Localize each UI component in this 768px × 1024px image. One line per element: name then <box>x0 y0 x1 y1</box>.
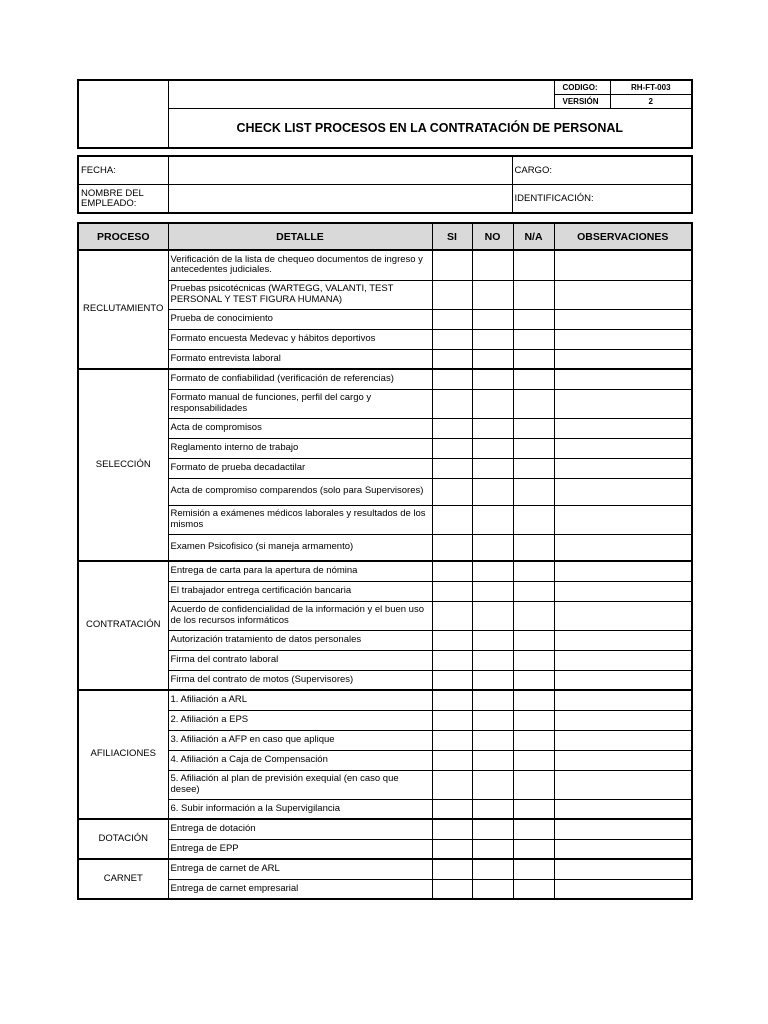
detalle-cell: El trabajador entrega certificación bancaria <box>168 581 432 601</box>
identificacion-label: IDENTIFICACIÓN: <box>514 192 594 204</box>
table-row <box>78 750 692 770</box>
detalle-cell: Entrega de carnet de ARL <box>168 859 432 879</box>
observaciones-cell[interactable] <box>554 690 692 710</box>
version-value: 2 <box>610 94 692 108</box>
detalle-cell: Entrega de dotación <box>168 819 432 839</box>
observaciones-cell[interactable] <box>554 650 692 670</box>
table-row <box>78 730 692 750</box>
proceso-cell: DOTACIÓN <box>78 819 168 859</box>
si-cell[interactable] <box>432 329 472 349</box>
si-cell[interactable] <box>432 670 472 690</box>
fecha-label: FECHA: <box>78 156 168 185</box>
detalle-cell: Acuerdo de confidencialidad de la información y el buen uso de los recursos informáticos <box>168 601 432 630</box>
detalle-cell: Remisión a exámenes médicos laborales y resultados de los mismos <box>168 505 432 534</box>
no-cell[interactable] <box>472 389 513 418</box>
table-row <box>78 458 692 478</box>
document-title: CHECK LIST PROCESOS EN LA CONTRATACIÓN DE PERSONAL <box>168 108 692 148</box>
no-cell[interactable] <box>472 250 513 280</box>
no-cell[interactable] <box>472 561 513 581</box>
observaciones-cell[interactable] <box>554 839 692 859</box>
detalle-cell: 3. Afiliación a AFP en caso que aplique <box>168 730 432 750</box>
observaciones-cell[interactable] <box>554 418 692 438</box>
na-cell[interactable] <box>513 309 554 329</box>
na-cell[interactable] <box>513 770 554 799</box>
table-row <box>78 280 692 309</box>
detalle-cell: Firma del contrato de motos (Supervisores) <box>168 670 432 690</box>
si-cell[interactable] <box>432 770 472 799</box>
employee-info <box>77 155 693 214</box>
si-cell[interactable] <box>432 879 472 899</box>
observaciones-cell[interactable] <box>554 349 692 369</box>
observaciones-cell[interactable] <box>554 438 692 458</box>
observaciones-cell[interactable] <box>554 879 692 899</box>
si-cell[interactable] <box>432 601 472 630</box>
proceso-cell: SELECCIÓN <box>78 369 168 561</box>
table-row <box>78 389 692 418</box>
na-cell[interactable] <box>513 369 554 389</box>
na-cell[interactable] <box>513 799 554 819</box>
version-label: VERSIÓN <box>554 94 610 108</box>
cargo-label: CARGO: <box>514 164 552 176</box>
si-cell[interactable] <box>432 349 472 369</box>
si-cell[interactable] <box>432 839 472 859</box>
na-cell[interactable] <box>513 438 554 458</box>
col-detalle: DETALLE <box>168 223 432 250</box>
table-row <box>78 349 692 369</box>
observaciones-cell[interactable] <box>554 505 692 534</box>
na-cell[interactable] <box>513 710 554 730</box>
si-cell[interactable] <box>432 750 472 770</box>
observaciones-cell[interactable] <box>554 601 692 630</box>
col-si: SI <box>432 223 472 250</box>
table-row <box>78 505 692 534</box>
observaciones-cell[interactable] <box>554 770 692 799</box>
detalle-cell: Formato entrevista laboral <box>168 349 432 369</box>
si-cell[interactable] <box>432 819 472 839</box>
na-cell[interactable] <box>513 879 554 899</box>
observaciones-cell[interactable] <box>554 859 692 879</box>
no-cell[interactable] <box>472 730 513 750</box>
si-cell[interactable] <box>432 505 472 534</box>
na-cell[interactable] <box>513 839 554 859</box>
table-row <box>78 630 692 650</box>
table-row <box>78 478 692 505</box>
observaciones-cell[interactable] <box>554 309 692 329</box>
na-cell[interactable] <box>513 730 554 750</box>
na-cell[interactable] <box>513 458 554 478</box>
proceso-cell: CARNET <box>78 859 168 899</box>
observaciones-cell[interactable] <box>554 369 692 389</box>
na-cell[interactable] <box>513 478 554 505</box>
checklist-table <box>77 222 693 900</box>
na-cell[interactable] <box>513 859 554 879</box>
si-cell[interactable] <box>432 250 472 280</box>
no-cell[interactable] <box>472 690 513 710</box>
si-cell[interactable] <box>432 650 472 670</box>
na-cell[interactable] <box>513 561 554 581</box>
table-row <box>78 581 692 601</box>
table-row <box>78 250 692 280</box>
observaciones-cell[interactable] <box>554 250 692 280</box>
detalle-cell: Autorización tratamiento de datos personales <box>168 630 432 650</box>
na-cell[interactable] <box>513 670 554 690</box>
na-cell[interactable] <box>513 690 554 710</box>
table-row <box>78 770 692 799</box>
na-cell[interactable] <box>513 389 554 418</box>
no-cell[interactable] <box>472 534 513 561</box>
fecha-field[interactable] <box>168 156 512 185</box>
no-cell[interactable] <box>472 309 513 329</box>
no-cell[interactable] <box>472 349 513 369</box>
detalle-cell: Formato manual de funciones, perfil del cargo y responsabilidades <box>168 389 432 418</box>
cargo-field[interactable] <box>512 156 692 185</box>
detalle-cell: 6. Subir información a la Supervigilancia <box>168 799 432 819</box>
identificacion-field[interactable] <box>512 185 692 214</box>
table-row <box>78 561 692 581</box>
observaciones-cell[interactable] <box>554 561 692 581</box>
observaciones-cell[interactable] <box>554 389 692 418</box>
table-row <box>78 710 692 730</box>
no-cell[interactable] <box>472 750 513 770</box>
na-cell[interactable] <box>513 819 554 839</box>
detalle-cell: Verificación de la lista de chequeo documentos de ingreso y antecedentes judiciales. <box>168 250 432 280</box>
si-cell[interactable] <box>432 309 472 329</box>
detalle-cell: 5. Afiliación al plan de previsión exequial (en caso que desee) <box>168 770 432 799</box>
no-cell[interactable] <box>472 505 513 534</box>
table-row <box>78 859 692 879</box>
no-cell[interactable] <box>472 630 513 650</box>
no-cell[interactable] <box>472 839 513 859</box>
detalle-cell: Pruebas psicotécnicas (WARTEGG, VALANTI, TEST PERSONAL Y TEST FIGURA HUMANA) <box>168 280 432 309</box>
col-na: N/A <box>513 223 554 250</box>
table-row <box>78 369 692 389</box>
table-row <box>78 601 692 630</box>
no-cell[interactable] <box>472 710 513 730</box>
table-row <box>78 799 692 819</box>
na-cell[interactable] <box>513 630 554 650</box>
observaciones-cell[interactable] <box>554 458 692 478</box>
no-cell[interactable] <box>472 859 513 879</box>
table-row <box>78 670 692 690</box>
observaciones-cell[interactable] <box>554 730 692 750</box>
no-cell[interactable] <box>472 601 513 630</box>
observaciones-cell[interactable] <box>554 819 692 839</box>
no-cell[interactable] <box>472 438 513 458</box>
detalle-cell: 4. Afiliación a Caja de Compensación <box>168 750 432 770</box>
table-row <box>78 329 692 349</box>
observaciones-cell[interactable] <box>554 534 692 561</box>
na-cell[interactable] <box>513 349 554 369</box>
detalle-cell: Formato de confiabilidad (verificación de referencias) <box>168 369 432 389</box>
si-cell[interactable] <box>432 581 472 601</box>
detalle-cell: 1. Afiliación a ARL <box>168 690 432 710</box>
observaciones-cell[interactable] <box>554 581 692 601</box>
table-row <box>78 534 692 561</box>
table-row <box>78 650 692 670</box>
table-row <box>78 879 692 899</box>
code-value: RH-FT-003 <box>610 80 692 94</box>
detalle-cell: 2. Afiliación a EPS <box>168 710 432 730</box>
detalle-cell: Formato encuesta Medevac y hábitos deportivos <box>168 329 432 349</box>
observaciones-cell[interactable] <box>554 329 692 349</box>
observaciones-cell[interactable] <box>554 710 692 730</box>
logo-area <box>78 80 168 148</box>
na-cell[interactable] <box>513 581 554 601</box>
detalle-cell: Entrega de carta para la apertura de nómina <box>168 561 432 581</box>
no-cell[interactable] <box>472 581 513 601</box>
detalle-cell: Reglamento interno de trabajo <box>168 438 432 458</box>
si-cell[interactable] <box>432 458 472 478</box>
detalle-cell: Entrega de carnet empresarial <box>168 879 432 899</box>
si-cell[interactable] <box>432 418 472 438</box>
observaciones-cell[interactable] <box>554 630 692 650</box>
detalle-cell: Entrega de EPP <box>168 839 432 859</box>
na-cell[interactable] <box>513 505 554 534</box>
si-cell[interactable] <box>432 438 472 458</box>
no-cell[interactable] <box>472 879 513 899</box>
si-cell[interactable] <box>432 478 472 505</box>
si-cell[interactable] <box>432 534 472 561</box>
no-cell[interactable] <box>472 770 513 799</box>
na-cell[interactable] <box>513 280 554 309</box>
observaciones-cell[interactable] <box>554 280 692 309</box>
na-cell[interactable] <box>513 250 554 280</box>
no-cell[interactable] <box>472 670 513 690</box>
nombre-label: NOMBRE DEL EMPLEADO: <box>78 185 168 214</box>
no-cell[interactable] <box>472 418 513 438</box>
detalle-cell: Acta de compromiso comparendos (solo para Supervisores) <box>168 478 432 505</box>
na-cell[interactable] <box>513 329 554 349</box>
checklist-body <box>78 250 692 899</box>
table-row <box>78 418 692 438</box>
code-label: CODIGO: <box>554 80 610 94</box>
table-row <box>78 438 692 458</box>
si-cell[interactable] <box>432 280 472 309</box>
detalle-cell: Examen Psicofisico (si maneja armamento) <box>168 534 432 561</box>
si-cell[interactable] <box>432 730 472 750</box>
col-no: NO <box>472 223 513 250</box>
observaciones-cell[interactable] <box>554 799 692 819</box>
table-row <box>78 309 692 329</box>
no-cell[interactable] <box>472 458 513 478</box>
table-row <box>78 690 692 710</box>
na-cell[interactable] <box>513 418 554 438</box>
observaciones-cell[interactable] <box>554 670 692 690</box>
si-cell[interactable] <box>432 630 472 650</box>
detalle-cell: Prueba de conocimiento <box>168 309 432 329</box>
detalle-cell: Firma del contrato laboral <box>168 650 432 670</box>
no-cell[interactable] <box>472 329 513 349</box>
detalle-cell: Acta de compromisos <box>168 418 432 438</box>
na-cell[interactable] <box>513 601 554 630</box>
no-cell[interactable] <box>472 650 513 670</box>
si-cell[interactable] <box>432 859 472 879</box>
table-row <box>78 839 692 859</box>
no-cell[interactable] <box>472 280 513 309</box>
document-header <box>77 79 693 149</box>
col-observaciones: OBSERVACIONES <box>554 223 692 250</box>
si-cell[interactable] <box>432 389 472 418</box>
si-cell[interactable] <box>432 690 472 710</box>
nombre-field[interactable] <box>168 185 512 214</box>
na-cell[interactable] <box>513 650 554 670</box>
proceso-cell: CONTRATACIÓN <box>78 561 168 690</box>
si-cell[interactable] <box>432 561 472 581</box>
proceso-cell: AFILIACIONES <box>78 690 168 819</box>
si-cell[interactable] <box>432 369 472 389</box>
no-cell[interactable] <box>472 819 513 839</box>
na-cell[interactable] <box>513 750 554 770</box>
no-cell[interactable] <box>472 799 513 819</box>
observaciones-cell[interactable] <box>554 478 692 505</box>
proceso-cell: RECLUTAMIENTO <box>78 250 168 369</box>
table-row <box>78 819 692 839</box>
observaciones-cell[interactable] <box>554 750 692 770</box>
si-cell[interactable] <box>432 799 472 819</box>
detalle-cell: Formato de prueba decadactilar <box>168 458 432 478</box>
checklist-header-row <box>78 223 692 250</box>
col-proceso: PROCESO <box>78 223 168 250</box>
si-cell[interactable] <box>432 710 472 730</box>
no-cell[interactable] <box>472 369 513 389</box>
na-cell[interactable] <box>513 534 554 561</box>
header-blank <box>168 80 554 108</box>
no-cell[interactable] <box>472 478 513 505</box>
